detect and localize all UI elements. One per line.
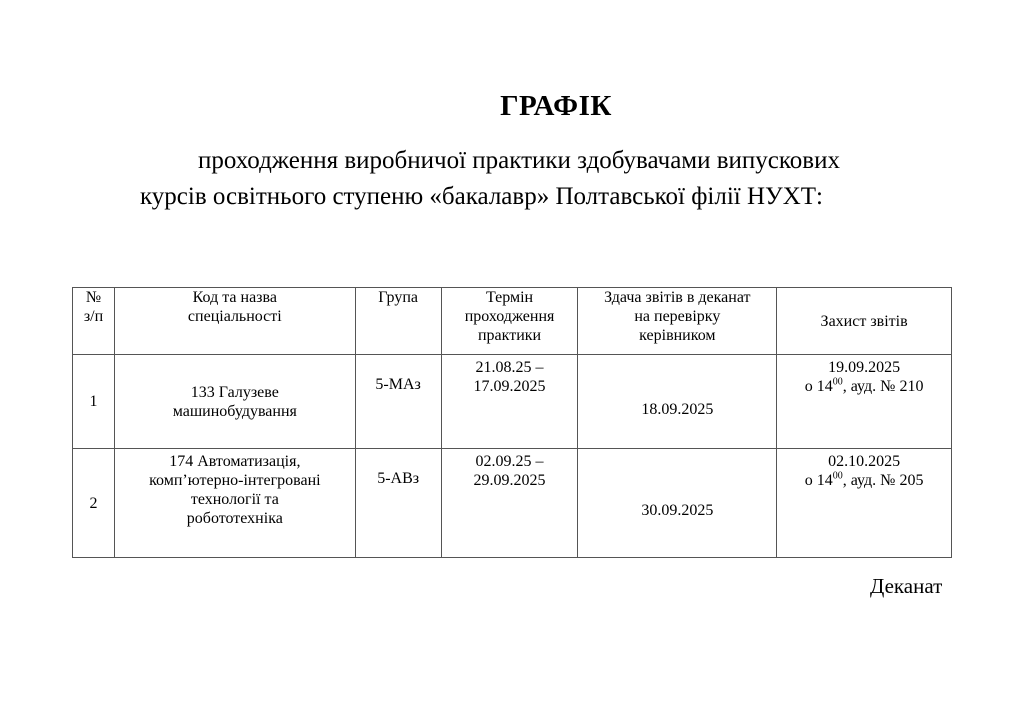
defense-time-minutes: 00 bbox=[832, 376, 843, 388]
row-defense bbox=[777, 449, 952, 558]
defense-room: , ауд. № 205 bbox=[842, 472, 924, 489]
header-number-line1: № bbox=[85, 289, 102, 306]
header-group bbox=[355, 288, 441, 355]
row-report-date: 30.09.2025 bbox=[578, 449, 777, 558]
header-number bbox=[73, 288, 115, 355]
subtitle-line-1: проходження виробничої практики здобувачами випускових bbox=[198, 147, 840, 174]
row-specialty bbox=[114, 449, 355, 558]
header-specialty bbox=[114, 288, 355, 355]
specialty-line2: машинобудування bbox=[172, 402, 297, 420]
specialty-line4: робототехніка bbox=[186, 510, 283, 527]
row-term bbox=[441, 355, 578, 449]
row-group: 5-МАз bbox=[355, 355, 441, 449]
header-number-line2: з/п bbox=[83, 308, 104, 325]
defense-time-prefix: о 14 bbox=[804, 472, 833, 489]
term-line1: 02.09.25 – bbox=[475, 453, 544, 470]
defense-room: , ауд. № 210 bbox=[842, 378, 924, 395]
row-number: 1 bbox=[73, 355, 115, 449]
table-header-row bbox=[73, 288, 952, 355]
defense-time-minutes: 00 bbox=[832, 470, 843, 482]
row-group: 5-АВз bbox=[355, 449, 441, 558]
table-row bbox=[73, 449, 952, 558]
defense-time-prefix: о 14 bbox=[804, 378, 833, 395]
specialty-line1: 133 Галузеве bbox=[190, 383, 279, 401]
header-defense-text: Захист звітів bbox=[820, 312, 908, 330]
row-term bbox=[441, 449, 578, 558]
subtitle-line-2: курсів освітнього ступеню «бакалавр» Полтавської філії НУХТ: bbox=[140, 183, 823, 210]
row-report-date: 18.09.2025 bbox=[578, 355, 777, 449]
header-specialty-line1: Код та назва bbox=[192, 289, 277, 306]
row-number: 2 bbox=[73, 449, 115, 558]
term-line2: 29.09.2025 bbox=[473, 472, 546, 489]
header-specialty-line2: спеціальності bbox=[187, 308, 282, 325]
header-term bbox=[441, 288, 578, 355]
footer-signature: Деканат bbox=[870, 574, 943, 598]
term-line2: 17.09.2025 bbox=[473, 378, 546, 395]
specialty-line3: технології та bbox=[190, 491, 279, 508]
header-group-text: Група bbox=[378, 289, 418, 306]
header-report bbox=[578, 288, 777, 355]
header-term-line1: Термін bbox=[485, 289, 534, 306]
defense-date: 19.09.2025 bbox=[828, 359, 901, 376]
row-defense bbox=[777, 355, 952, 449]
title-text: ГРАФІК bbox=[500, 90, 612, 122]
header-report-line3: керівником bbox=[639, 327, 716, 344]
schedule-table bbox=[72, 287, 952, 558]
header-term-line3: практики bbox=[477, 327, 542, 344]
term-line1: 21.08.25 – bbox=[475, 359, 544, 376]
header-term-line2: проходження bbox=[464, 308, 555, 325]
specialty-line1: 174 Автоматизація, bbox=[169, 453, 301, 470]
specialty-line2: комп’ютерно-інтегровані bbox=[149, 472, 321, 489]
header-report-line2: на перевірку bbox=[634, 308, 721, 325]
row-specialty bbox=[114, 355, 355, 449]
defense-date: 02.10.2025 bbox=[828, 453, 901, 470]
document-title bbox=[0, 90, 1024, 123]
header-defense bbox=[777, 288, 952, 355]
table-row bbox=[73, 355, 952, 449]
header-report-line1: Здача звітів в деканат bbox=[604, 289, 751, 306]
